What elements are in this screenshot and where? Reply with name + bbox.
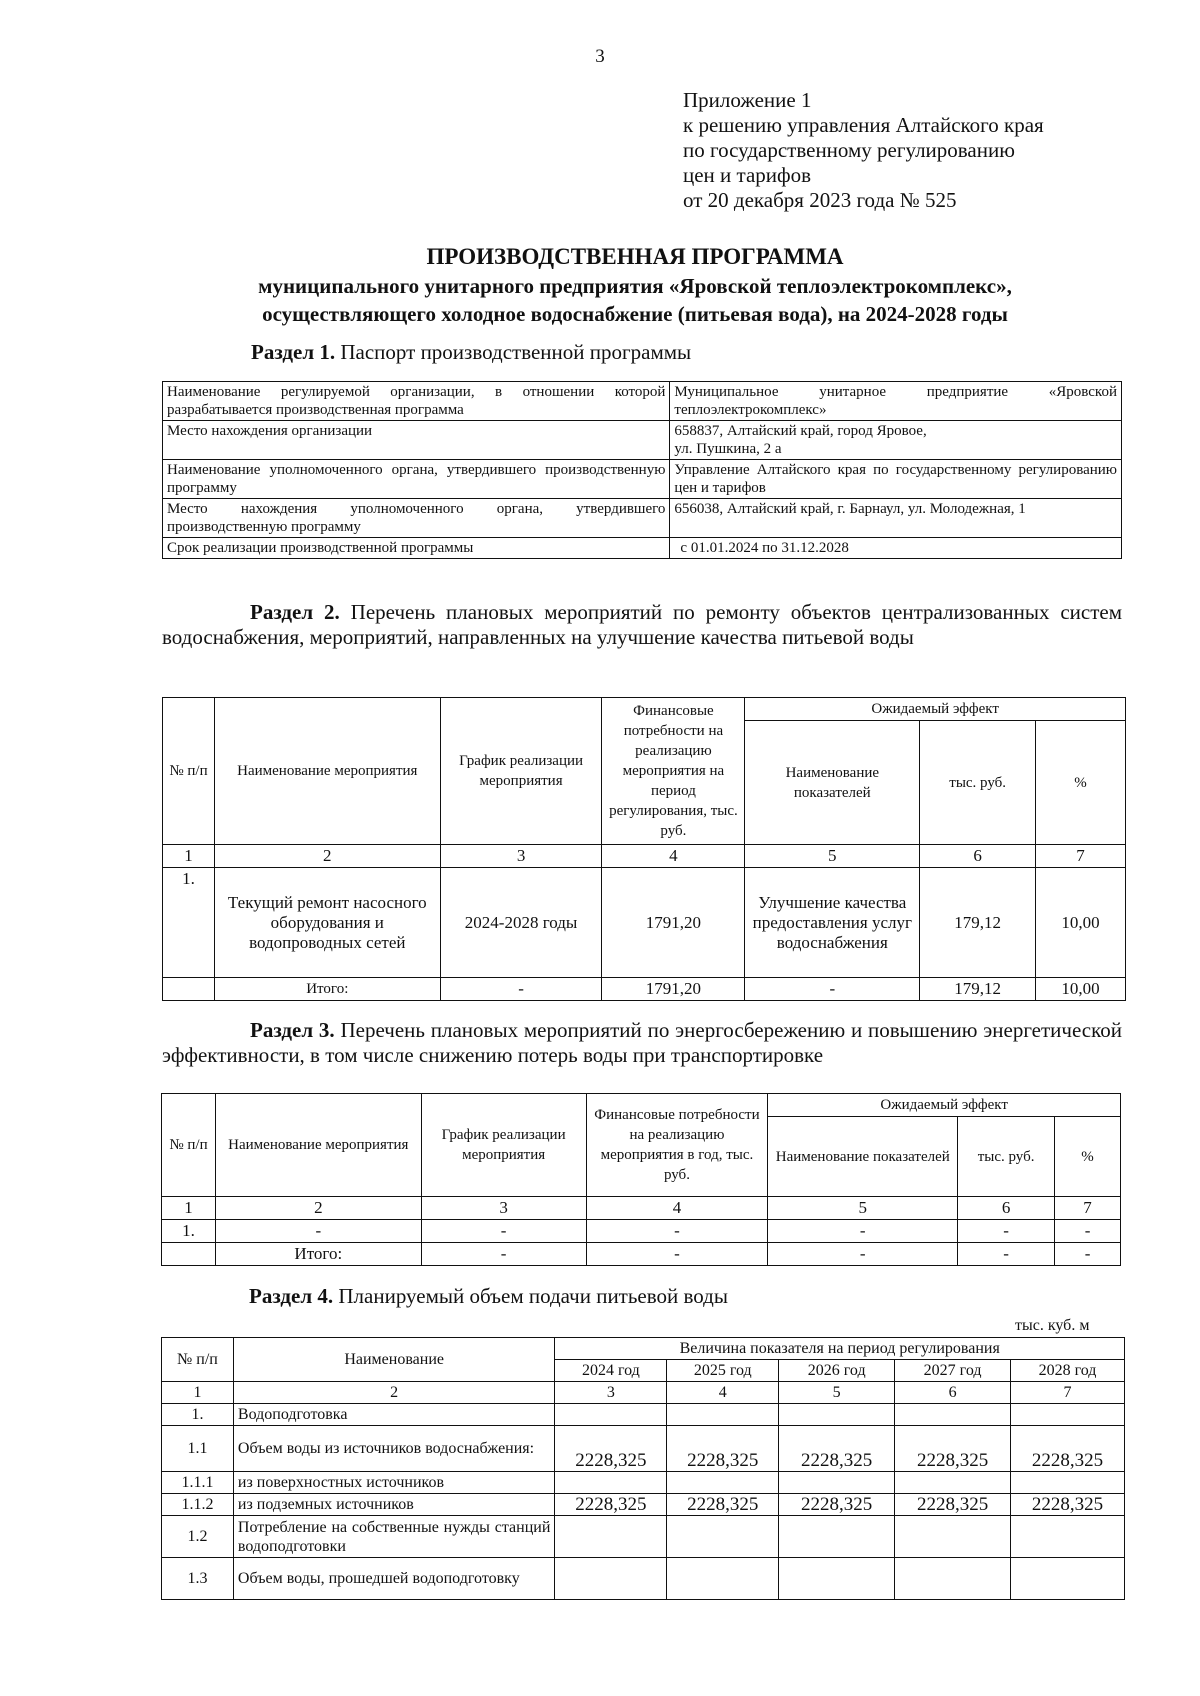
- value-cell: [1011, 1472, 1125, 1494]
- table-cell: 2024-2028 годы: [440, 868, 602, 978]
- col-num-cell: 5: [768, 1197, 958, 1220]
- column-number-row: [162, 1382, 1125, 1404]
- col-num-cell: 1: [163, 845, 215, 868]
- section2-heading: [162, 600, 1122, 650]
- value-cell: 2228,325: [779, 1494, 895, 1516]
- value-cell: 2228,325: [1011, 1426, 1125, 1472]
- value-cell: 2228,325: [555, 1494, 667, 1516]
- header-cell: %: [1036, 721, 1126, 845]
- col-num-cell: 4: [602, 845, 745, 868]
- table-cell: 656038, Алтайский край, г. Барнаул, ул. Молодежная, 1: [670, 499, 1122, 538]
- header-cell: 2027 год: [895, 1360, 1011, 1382]
- header-cell: № п/п: [162, 1338, 234, 1382]
- table-cell: -: [768, 1220, 958, 1243]
- header-cell: Величина показателя на период регулирования: [555, 1338, 1125, 1360]
- section-title: Паспорт производственной программы: [340, 340, 692, 364]
- title-sub: осуществляющего холодное водоснабжение (питьевая вода), на 2024-2028 годы: [262, 302, 1008, 326]
- table-cell: Потребление на собственные нужды станций водоподготовки: [233, 1516, 554, 1558]
- table-cell: -: [215, 1220, 421, 1243]
- col-num-cell: 1: [162, 1197, 216, 1220]
- table-cell: 1791,20: [602, 978, 745, 1001]
- col-num-cell: 6: [920, 845, 1036, 868]
- value-cell: [779, 1516, 895, 1558]
- table-row: [162, 1426, 1125, 1472]
- table-cell: -: [1055, 1220, 1121, 1243]
- col-num-cell: 3: [421, 1197, 586, 1220]
- value-cell: [1011, 1404, 1125, 1426]
- header-cell: График реализации мероприятия: [440, 698, 602, 845]
- table-cell: 179,12: [920, 978, 1036, 1001]
- value-cell: [555, 1516, 667, 1558]
- table-cell: из подземных источников: [233, 1494, 554, 1516]
- section3-heading: [162, 1018, 1122, 1068]
- table-cell: 1.: [162, 1404, 234, 1426]
- table-cell: -: [440, 978, 602, 1001]
- header-cell: № п/п: [163, 698, 215, 845]
- col-num-cell: 6: [958, 1197, 1055, 1220]
- header-cell: № п/п: [162, 1094, 216, 1197]
- table-row: [163, 499, 1122, 538]
- header-cell: Наименование мероприятия: [215, 1094, 421, 1197]
- page-number: 3: [595, 46, 605, 67]
- value-cell: [667, 1558, 779, 1600]
- section-label: Раздел 2.: [250, 600, 340, 624]
- col-num-cell: 4: [586, 1197, 768, 1220]
- value-cell: [555, 1558, 667, 1600]
- header-cell: Наименование: [233, 1338, 554, 1382]
- header-cell: Ожидаемый эффект: [768, 1094, 1121, 1117]
- value-cell: [895, 1404, 1011, 1426]
- table-cell: Улучшение качества предоставления услуг водоснабжения: [745, 868, 920, 978]
- table-cell: Срок реализации производственной программы: [163, 538, 670, 559]
- col-num-cell: 6: [895, 1382, 1011, 1404]
- table-cell: Объем воды, прошедшей водоподготовку: [233, 1558, 554, 1600]
- value-cell: [1011, 1558, 1125, 1600]
- col-num-cell: 4: [667, 1382, 779, 1404]
- table-cell: 1.: [162, 1220, 216, 1243]
- table-cell: -: [586, 1220, 768, 1243]
- col-num-cell: 2: [233, 1382, 554, 1404]
- header-cell: Ожидаемый эффект: [745, 698, 1126, 721]
- header-cell: 2026 год: [779, 1360, 895, 1382]
- appendix-line: Приложение 1: [683, 88, 812, 112]
- value-cell: [779, 1404, 895, 1426]
- value-cell: [667, 1472, 779, 1494]
- table-cell: Место нахождения уполномоченного органа, утвердившего производственную программу: [163, 499, 670, 538]
- header-cell: Наименование показателей: [745, 721, 920, 845]
- appendix-line: цен и тарифов: [683, 163, 812, 187]
- header-cell: Наименование мероприятия: [214, 698, 440, 845]
- header-cell: 2025 год: [667, 1360, 779, 1382]
- table-cell: 1.1.1: [162, 1472, 234, 1494]
- value-cell: [895, 1516, 1011, 1558]
- col-num-cell: 5: [745, 845, 920, 868]
- table-cell: с 01.01.2024 по 31.12.2028: [670, 538, 1122, 559]
- col-num-cell: 1: [162, 1382, 234, 1404]
- table-cell: Водоподготовка: [233, 1404, 554, 1426]
- section-title: Перечень плановых мероприятий по ремонту объектов централизованных систем водоснабжения, мероприятий, направленных на улучшение качества питьевой воды: [162, 600, 1123, 649]
- section-label: Раздел 3.: [250, 1018, 335, 1042]
- value-cell: [555, 1404, 667, 1426]
- table-row: [162, 1558, 1125, 1600]
- header-cell: Финансовые потребности на реализацию мероприятия в год, тыс. руб.: [586, 1094, 768, 1197]
- table-cell: 1.3: [162, 1558, 234, 1600]
- table-cell: 179,12: [920, 868, 1036, 978]
- table-row: [163, 382, 1122, 421]
- value-cell: [555, 1472, 667, 1494]
- table-row: [163, 421, 1122, 460]
- value-cell: [895, 1472, 1011, 1494]
- value-cell: [779, 1558, 895, 1600]
- table-cell: -: [958, 1220, 1055, 1243]
- table-cell: 1.: [163, 868, 215, 978]
- section-label: Раздел 4.: [249, 1284, 334, 1308]
- table-cell: Наименование уполномоченного органа, утвердившего производственную программу: [163, 460, 670, 499]
- header-cell: тыс. руб.: [920, 721, 1036, 845]
- table-cell: -: [586, 1243, 768, 1266]
- table-cell: 1791,20: [602, 868, 745, 978]
- table-row: [162, 1472, 1125, 1494]
- header-cell: 2028 год: [1011, 1360, 1125, 1382]
- value-cell: 2228,325: [779, 1426, 895, 1472]
- header-cell: График реализации мероприятия: [421, 1094, 586, 1197]
- table-cell: из поверхностных источников: [233, 1472, 554, 1494]
- table-cell: Управление Алтайского края по государственному регулированию цен и тарифов: [670, 460, 1122, 499]
- col-num-cell: 3: [440, 845, 602, 868]
- unit-label: тыс. куб. м: [1015, 1317, 1090, 1334]
- col-num-cell: 5: [779, 1382, 895, 1404]
- repair-plan-table: [162, 697, 1126, 1001]
- appendix-line: к решению управления Алтайского края: [683, 113, 1044, 137]
- header-cell: 2024 год: [555, 1360, 667, 1382]
- table-header-row: [162, 1338, 1125, 1360]
- col-num-cell: 7: [1011, 1382, 1125, 1404]
- appendix-block: [683, 88, 1044, 213]
- title-main: ПРОИЗВОДСТВЕННАЯ ПРОГРАММА: [426, 244, 844, 269]
- table-cell: -: [421, 1220, 586, 1243]
- col-num-cell: 2: [215, 1197, 421, 1220]
- table-cell: 10,00: [1036, 978, 1126, 1001]
- table-row: [162, 1494, 1125, 1516]
- value-cell: 2228,325: [667, 1426, 779, 1472]
- total-label: Итого:: [215, 1243, 421, 1266]
- col-num-cell: 7: [1036, 845, 1126, 868]
- total-row: [163, 978, 1126, 1001]
- value-cell: 2228,325: [895, 1426, 1011, 1472]
- col-num-cell: 7: [1055, 1197, 1121, 1220]
- table-cell: -: [421, 1243, 586, 1266]
- section-title: Планируемый объем подачи питьевой воды: [338, 1284, 728, 1308]
- section-label: Раздел 1.: [251, 340, 336, 364]
- col-num-cell: 2: [214, 845, 440, 868]
- table-cell: Текущий ремонт насосного оборудования и водопроводных сетей: [214, 868, 440, 978]
- value-cell: [779, 1472, 895, 1494]
- table-cell: Объем воды из источников водоснабжения:: [233, 1426, 554, 1472]
- title-sub: муниципального унитарного предприятия «Яровской теплоэлектрокомплекс»,: [258, 274, 1012, 298]
- section1-heading: [251, 340, 691, 365]
- table-row: [162, 1404, 1125, 1426]
- table-cell: -: [1055, 1243, 1121, 1266]
- total-row: [162, 1243, 1121, 1266]
- value-cell: [667, 1516, 779, 1558]
- section4-heading: [249, 1284, 728, 1309]
- table-cell: 1.1: [162, 1426, 234, 1472]
- header-cell: тыс. руб.: [958, 1117, 1055, 1197]
- document-title: [150, 242, 1120, 328]
- table-cell: 10,00: [1036, 868, 1126, 978]
- section-title: Перечень плановых мероприятий по энергосбережению и повышению энергетической эффективности, в том числе снижению потерь воды при транспортировке: [162, 1018, 1122, 1067]
- total-label: Итого:: [214, 978, 440, 1001]
- header-cell: %: [1055, 1117, 1121, 1197]
- value-cell: 2228,325: [667, 1494, 779, 1516]
- table-row: [163, 460, 1122, 499]
- table-row: [163, 868, 1126, 978]
- water-volume-table: [161, 1337, 1125, 1600]
- address-line: ул. Пушкина, 2 а: [674, 441, 782, 457]
- table-cell: [670, 421, 1122, 460]
- address-line: 658837, Алтайский край, город Яровое,: [674, 423, 927, 439]
- value-cell: [667, 1404, 779, 1426]
- passport-table: [162, 381, 1122, 559]
- appendix-line: от 20 декабря 2023 года № 525: [683, 188, 957, 212]
- table-cell: Место нахождения организации: [163, 421, 670, 460]
- value-cell: [895, 1558, 1011, 1600]
- table-cell: 1.2: [162, 1516, 234, 1558]
- value-cell: [1011, 1516, 1125, 1558]
- energy-saving-table: [161, 1093, 1121, 1266]
- table-cell: 1.1.2: [162, 1494, 234, 1516]
- col-num-cell: 3: [555, 1382, 667, 1404]
- header-cell: Финансовые потребности на реализацию мероприятия на период регулирования, тыс. руб.: [602, 698, 745, 845]
- table-cell: Наименование регулируемой организации, в отношении которой разрабатывается производственная программа: [163, 382, 670, 421]
- table-cell: -: [745, 978, 920, 1001]
- table-cell: -: [958, 1243, 1055, 1266]
- table-header-row: [162, 1094, 1121, 1117]
- header-cell: Наименование показателей: [768, 1117, 958, 1197]
- value-cell: 2228,325: [895, 1494, 1011, 1516]
- table-header-row: [163, 698, 1126, 721]
- appendix-line: по государственному регулированию: [683, 138, 1015, 162]
- table-cell: Муниципальное унитарное предприятие «Яровской теплоэлектрокомплекс»: [670, 382, 1122, 421]
- table-row: [163, 538, 1122, 559]
- value-cell: 2228,325: [555, 1426, 667, 1472]
- table-cell: [162, 1243, 216, 1266]
- value-cell: 2228,325: [1011, 1494, 1125, 1516]
- table-cell: -: [768, 1243, 958, 1266]
- table-row: [162, 1220, 1121, 1243]
- column-number-row: [162, 1197, 1121, 1220]
- table-cell: [163, 978, 215, 1001]
- column-number-row: [163, 845, 1126, 868]
- table-row: [162, 1516, 1125, 1558]
